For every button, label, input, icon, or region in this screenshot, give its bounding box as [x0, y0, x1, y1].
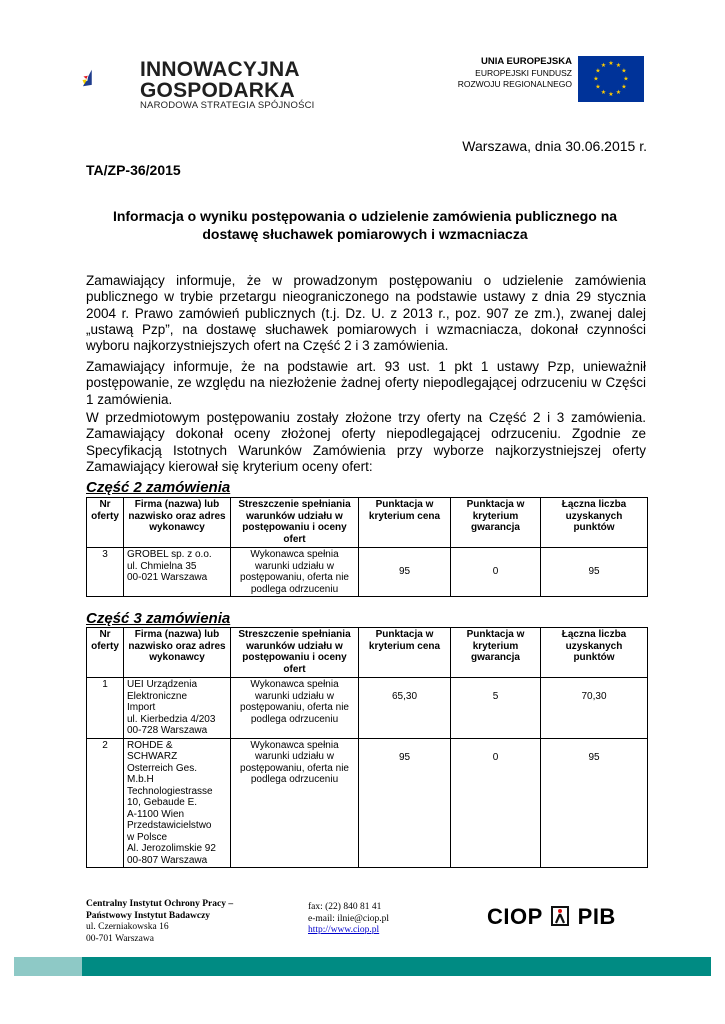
warranty-value: 0: [492, 751, 499, 763]
header-warranty: Punktacja w kryterium gwarancja: [451, 628, 541, 678]
svg-text:★: ★: [595, 67, 601, 75]
ciop-logo-text: CIOP: [487, 904, 543, 929]
firm-line: w Polsce: [127, 831, 168, 843]
firm-line: ul. Chmielna 35: [127, 560, 197, 572]
svg-text:★: ★: [595, 83, 601, 91]
svg-text:★: ★: [608, 60, 614, 67]
ciop-person-icon: [551, 906, 569, 926]
cell-firm: [124, 678, 231, 739]
header-price: Punktacja w kryterium cena: [359, 498, 451, 548]
eu-line2: EUROPEJSKI FUNDUSZ: [475, 68, 572, 78]
reference-number: TA/ZP-36/2015: [86, 162, 181, 178]
cell-total: [541, 678, 648, 739]
part2-table: [86, 497, 648, 597]
document-date: Warszawa, dnia 30.06.2015 r.: [462, 138, 647, 154]
table-header-row: [87, 498, 648, 548]
header-warranty: Punktacja w kryterium gwarancja: [451, 498, 541, 548]
cell-summary: Wykonawca spełnia warunki udziału w postępowaniu, oferta nie podlega odrzuceniu: [231, 548, 359, 597]
svg-text:★: ★: [621, 67, 627, 75]
header-total: Łączna liczba uzyskanych punktów: [541, 498, 648, 548]
cell-warranty: 0: [451, 548, 541, 597]
header-firm: Firma (nazwa) lub nazwisko oraz adres wykonawcy: [124, 498, 231, 548]
cell-price: [359, 738, 451, 868]
paragraph-1: Zamawiający informuje, że w prowadzonym postępowaniu o udzielenie zamówienia publicznego w trybie przetargu nieograniczonego na podstawie ustawy z dnia 29 stycznia 2004 r. Prawo zamówień publicznych (t.j. Dz. U. z 2013 r., poz. 907 ze zm.), zwanej dalej „ustawą Pzp”, na dostawę słuchawek pomiarowych i wzmacniacza, dokonał czynności wyboru najkorzystniejszych ofert na Część 2 i 3 zamówienia.: [86, 273, 646, 354]
header-firm: Firma (nazwa) lub nazwisko oraz adres wykonawcy: [124, 628, 231, 678]
header-price: Punktacja w kryterium cena: [359, 628, 451, 678]
eu-flag-icon: [578, 56, 644, 102]
footer-bar-dark: [82, 957, 711, 976]
cell-price: [359, 678, 451, 739]
firm-line: M.b.H: [127, 774, 154, 785]
footer-org-line1: Centralny Instytut Ochrony Pracy –: [86, 899, 234, 909]
innowacyjna-gospodarka-logo-icon: [82, 42, 138, 114]
header-total: Łączna liczba uzyskanych punktów: [541, 628, 648, 678]
firm-line: SCHWARZ: [127, 751, 178, 762]
table-row: [87, 548, 648, 597]
firm-line: UEI Urządzenia: [127, 679, 198, 690]
header-nr: Nr oferty: [87, 498, 124, 548]
pib-logo-text: PIB: [577, 904, 616, 929]
table-row: [87, 738, 648, 868]
firm-line: Przedstawicielstwo: [127, 820, 212, 831]
footer-address: [86, 899, 233, 945]
footer-address-line2: 00-701 Warszawa: [86, 933, 154, 944]
logo-text-line1: INNOWACYJNA: [140, 58, 300, 81]
cell-nr: 3: [87, 548, 124, 597]
footer-fax: fax: (22) 840 81 41: [308, 902, 382, 912]
eu-logo-text: [448, 56, 572, 90]
firm-line: Al. Jerozolimskie 92: [127, 843, 216, 854]
firm-line: Osterreich Ges.: [127, 762, 198, 774]
logo-text-line3: NARODOWA STRATEGIA SPÓJNOŚCI: [140, 100, 315, 111]
price-value: 65,30: [391, 691, 418, 702]
total-value: 95: [588, 751, 600, 763]
header-summary: Streszczenie spełniania warunków udziału w postępowaniu i oceny ofert: [231, 628, 359, 678]
svg-text:★: ★: [615, 62, 622, 69]
footer-address-line1: ul. Czerniakowska 16: [86, 922, 169, 932]
part2-heading: Część 2 zamówienia: [86, 479, 231, 496]
paragraph-3: W przedmiotowym postępowaniu zostały złożone trzy oferty na Część 2 i 3 zamówienia. Zamawiający dokonał oceny złożonej oferty niepodlegającej odrzuceniu. Zgodnie ze Specyfikacją Istotnych Warunków Zamówienia przy wyborze najkorzystniejszej oferty Zamawiający kierował się kryterium oceny ofert:: [86, 410, 646, 474]
svg-text:★: ★: [608, 91, 614, 98]
header-summary: Streszczenie spełniania warunków udziału w postępowaniu i oceny ofert: [231, 498, 359, 548]
total-value: 70,30: [581, 691, 607, 702]
cell-warranty: [451, 678, 541, 739]
paragraph-2: Zamawiający informuje, że na podstawie art. 93 ust. 1 pkt 1 ustawy Pzp, unieważnił postępowanie, ze względu na niezłożenie żadnej oferty niepodlegającej odrzuceniu w Części 1 zamówienia.: [86, 359, 646, 407]
firm-line: 10, Gebaude E.: [127, 797, 198, 808]
cell-firm: [124, 738, 231, 868]
svg-text:★: ★: [615, 89, 622, 96]
cell-total: [541, 738, 648, 868]
svg-text:★: ★: [621, 83, 627, 91]
table-header-row: [87, 628, 648, 678]
footer-website-link[interactable]: http://www.ciop.pl: [308, 925, 380, 935]
header-nr: Nr oferty: [87, 628, 124, 678]
svg-text:★: ★: [600, 89, 607, 96]
table-row: [87, 678, 648, 739]
cell-total: 95: [541, 548, 648, 597]
firm-line: 00-807 Warszawa: [127, 854, 208, 866]
cell-firm: [124, 548, 231, 597]
cell-warranty: [451, 738, 541, 868]
logo-text-line2: GOSPODARKA: [140, 79, 295, 102]
footer-org-line2: Państwowy Instytut Badawczy: [86, 910, 211, 921]
firm-line: Technologiestrasse: [127, 785, 213, 797]
svg-text:★: ★: [600, 62, 607, 69]
cell-nr: 2: [87, 738, 124, 868]
cell-summary: Wykonawca spełnia warunki udziału w postępowaniu, oferta nie podlega odrzuceniu: [231, 678, 359, 739]
price-value: 95: [398, 751, 411, 763]
firm-line: 00-021 Warszawa: [127, 572, 208, 583]
firm-line: A-1100 Wien: [127, 808, 185, 820]
footer-bar-light: [14, 957, 82, 976]
svg-text:★: ★: [593, 75, 599, 83]
footer-contact: [308, 902, 389, 937]
footer-email: e-mail: ilnie@ciop.pl: [308, 913, 390, 924]
firm-line: Elektroniczne: [127, 690, 188, 702]
firm-line: 00-728 Warszawa: [127, 725, 208, 736]
firm-line: GROBEL sp. z o.o.: [127, 549, 212, 560]
cell-price: 95: [359, 548, 451, 597]
title-line1: Informacja o wyniku postępowania o udzielenie zamówienia publicznego na: [112, 208, 618, 224]
firm-line: Import: [127, 702, 156, 713]
title-line2: dostawę słuchawek pomiarowych i wzmacniacza: [202, 226, 528, 242]
cell-summary: Wykonawca spełnia warunki udziału w postępowaniu, oferta nie podlega odrzuceniu: [231, 738, 359, 868]
eu-line3: ROZWOJU REGIONALNEGO: [457, 79, 572, 89]
firm-line: ROHDE &: [127, 739, 173, 751]
cell-nr: 1: [87, 678, 124, 739]
eu-line1: UNIA EUROPEJSKA: [481, 56, 572, 67]
warranty-value: 5: [492, 691, 499, 702]
svg-text:★: ★: [623, 75, 629, 83]
document-title: [80, 207, 650, 243]
ciop-pib-logo: [487, 904, 616, 930]
part3-table: [86, 627, 648, 868]
part3-heading: Część 3 zamówienia: [86, 610, 231, 627]
firm-line: ul. Kierbedzia 4/203: [127, 713, 216, 725]
